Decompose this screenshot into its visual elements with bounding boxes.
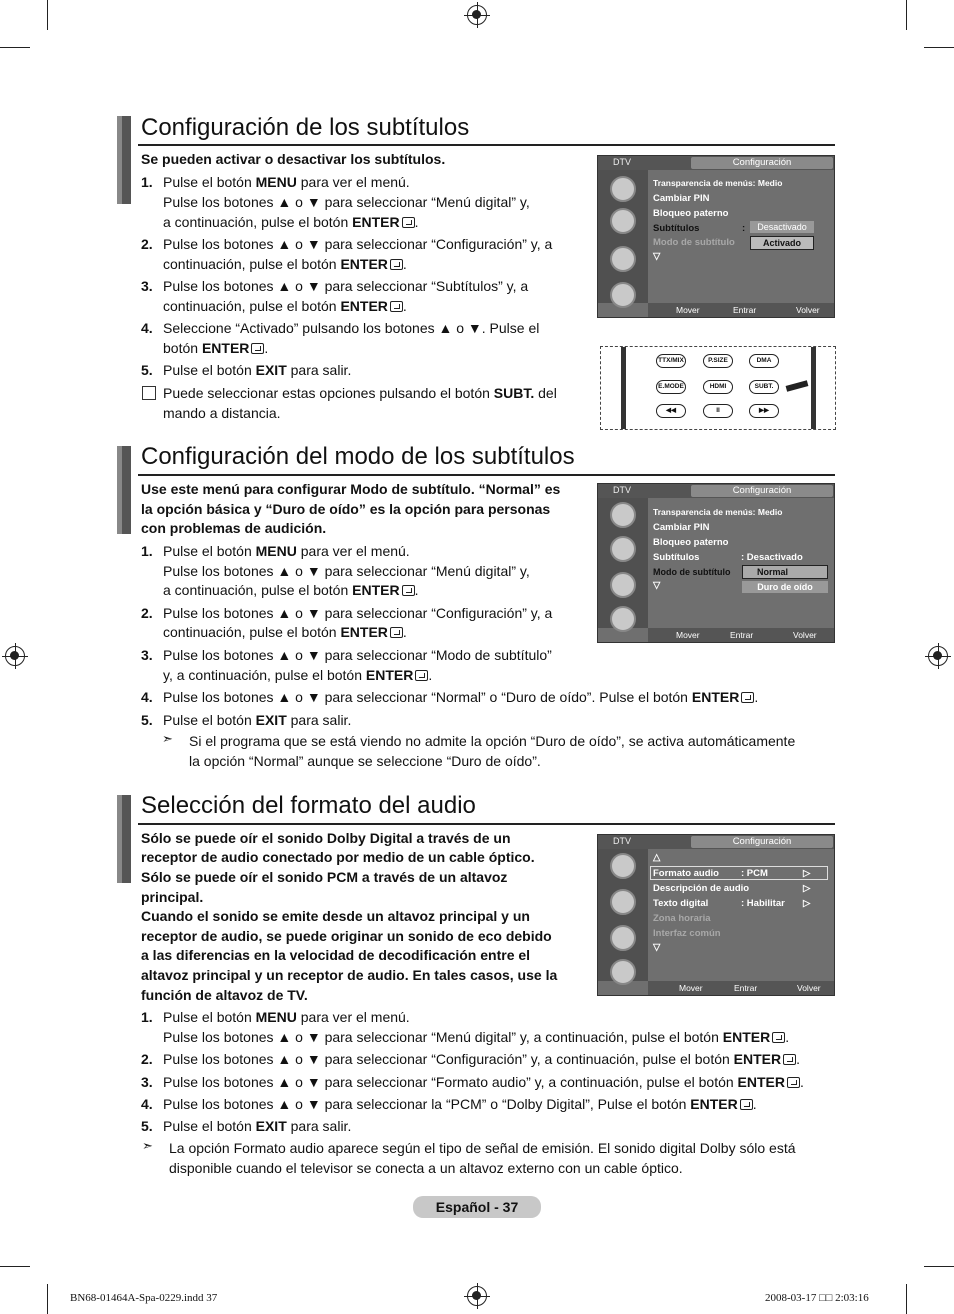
step-number: 2. (141, 605, 153, 621)
menu-sidebar (598, 849, 648, 981)
section-intro: función de altavoz de TV. (141, 987, 308, 1003)
section-intro: Use este menú para configurar Modo de subtítulo. “Normal” es (141, 481, 561, 497)
step-text: Pulse los botones ▲ o ▼ para seleccionar “Menú digital” y, (163, 563, 530, 579)
note-text: Si el programa que se está viendo no admite la opción “Duro de oído”, se activa automáticamente (189, 733, 796, 749)
step-number: 4. (141, 320, 153, 336)
remote-control-image (600, 346, 836, 430)
section-intro: Sólo se puede oír el sonido Dolby Digital a través de un (141, 830, 511, 846)
dtv-label: DTV (613, 485, 631, 495)
menu-row: Cambiar PIN (653, 522, 710, 533)
section-rule (138, 823, 835, 825)
step-text: y, a continuación, pulse el botón ENTER . (163, 667, 433, 683)
scroll-up-icon: △ (653, 852, 661, 863)
enter-icon (402, 217, 415, 228)
menu-icon (610, 176, 636, 202)
section-intro: con problemas de audición. (141, 520, 327, 536)
option-activado: Activado (750, 236, 814, 250)
enter-icon (390, 259, 403, 270)
gear-icon (610, 572, 636, 598)
registration-mark-icon (928, 646, 948, 666)
step-text: botón ENTER . (163, 340, 269, 356)
menu-icon (610, 853, 636, 879)
enter-icon (402, 585, 415, 596)
step-text: Seleccione “Activado” pulsando los botones ▲ o ▼. Pulse el (163, 320, 540, 336)
crop-mark (0, 47, 30, 48)
section-marker (117, 446, 131, 534)
option-duro-de-oido: Duro de oído (742, 581, 828, 593)
menu-icon (610, 889, 636, 915)
step-text: Pulse los botones ▲ o ▼ para seleccionar “Formato audio” y, a continuación, pulse el botón ENTER . (163, 1074, 804, 1090)
menu-row: Bloqueo paterno (653, 208, 729, 219)
section-intro: la opción básica y “Duro de oído” es la opción para personas (141, 501, 551, 517)
remote-button: DMA (749, 354, 779, 368)
gear-icon (610, 925, 636, 951)
remote-button: HDMI (703, 380, 733, 394)
registration-mark-icon (5, 646, 25, 666)
step-number: 1. (141, 174, 153, 190)
step-text: Pulse el botón MENU para ver el menú. (163, 174, 410, 190)
section-intro: Cuando el sonido se emite desde un altavoz principal y un (141, 908, 530, 924)
dtv-label: DTV (613, 157, 631, 167)
menu-sidebar (598, 498, 648, 628)
section-intro: Se pueden activar o desactivar los subtítulos. (141, 151, 446, 167)
step-number: 5. (141, 362, 153, 378)
menu-icon (610, 502, 636, 528)
menu-row: Subtítulos (653, 552, 700, 563)
crop-mark (0, 1266, 30, 1267)
step-text: Pulse el botón EXIT para salir. (163, 712, 352, 728)
menu-row: Interfaz común (653, 928, 721, 939)
hand-note-icon (142, 386, 156, 400)
section-title: Selección del formato del audio (141, 792, 476, 819)
step-number: 3. (141, 1074, 153, 1090)
option-desactivado: Desactivado (750, 221, 814, 233)
menu-icon (610, 282, 636, 308)
menu-row: Formato audio (653, 868, 719, 879)
section-intro: altavoz principal y un receptor de audio. En tales casos, use la (141, 967, 558, 983)
footer-date: 2008-03-17 □□ 2:03:16 (765, 1292, 869, 1304)
step-number: 4. (141, 1096, 153, 1112)
section-marker (117, 795, 131, 883)
step-text: Pulse los botones ▲ o ▼ para seleccionar la “PCM” o “Dolby Digital”, Pulse el botón ENTER . (163, 1096, 757, 1112)
step-number: 2. (141, 1051, 153, 1067)
menu-row: Transparencia de menús: Medio (653, 178, 783, 188)
menu-row: Cambiar PIN (653, 193, 710, 204)
note-text: mando a distancia. (163, 405, 281, 421)
section-intro: receptor de audio conectado por medio de un cable óptico. (141, 849, 535, 865)
crop-mark (47, 0, 48, 30)
section-intro: principal. (141, 889, 204, 905)
note-arrow-icon: ➣ (162, 731, 173, 746)
menu-icon (610, 536, 636, 562)
menu-row-value: : PCM (741, 868, 768, 879)
step-text: Pulse el botón EXIT para salir. (163, 1118, 352, 1134)
menu-row: Descripción de audio (653, 883, 750, 894)
crop-mark (906, 1284, 907, 1314)
crop-mark (924, 47, 954, 48)
scroll-down-icon: ▽ (653, 942, 661, 953)
step-number: 4. (141, 689, 153, 705)
page-number-badge: Español - 37 (413, 1196, 541, 1218)
step-text: Pulse los botones ▲ o ▼ para seleccionar “Modo de subtítulo” (163, 647, 552, 663)
step-text: Pulse el botón EXIT para salir. (163, 362, 352, 378)
step-text: Pulse los botones ▲ o ▼ para seleccionar “Normal” o “Duro de oído”. Pulse el botón ENTER . (163, 689, 759, 705)
section-intro: Sólo se puede oír el sonido PCM a través de un altavoz (141, 869, 508, 885)
enter-icon (741, 692, 754, 703)
section-intro: receptor de audio, se puede originar un sonido de eco debido (141, 928, 552, 944)
menu-row-colon: : (742, 223, 746, 234)
menu-row: Transparencia de menús: Medio (653, 507, 783, 517)
enter-icon (772, 1032, 785, 1043)
step-number: 1. (141, 543, 153, 559)
registration-mark-icon (467, 1286, 487, 1306)
subt-button: SUBT. (749, 380, 779, 394)
step-text: Pulse los botones ▲ o ▼ para seleccionar “Configuración” y, a (163, 236, 553, 252)
menu-icon (610, 606, 636, 632)
step-number: 1. (141, 1009, 153, 1025)
step-number: 5. (141, 1118, 153, 1134)
menu-title: Configuración (691, 485, 833, 497)
step-text: Pulse los botones ▲ o ▼ para seleccionar “Configuración” y, a continuación, pulse el botón ENTER . (163, 1051, 801, 1067)
enter-icon (740, 1099, 753, 1110)
menu-row: Subtítulos (653, 223, 700, 234)
scroll-down-icon: ▽ (653, 251, 661, 262)
crop-mark (906, 0, 907, 30)
step-text: continuación, pulse el botón ENTER . (163, 624, 407, 640)
chevron-right-icon: ▷ (803, 868, 811, 879)
step-text: a continuación, pulse el botón ENTER . (163, 214, 419, 230)
menu-title: Configuración (691, 836, 833, 848)
menu-row: Zona horaria (653, 913, 711, 924)
option-normal: Normal (742, 565, 828, 579)
enter-icon (415, 670, 428, 681)
step-text: Pulse los botones ▲ o ▼ para seleccionar “Menú digital” y, a continuación, pulse el botón ENTER . (163, 1029, 790, 1045)
menu-row: Modo de subtítulo (653, 567, 731, 577)
note-text: la opción “Normal” aunque se seleccione “Duro de oído”. (189, 753, 541, 769)
pause-button: II (703, 404, 733, 418)
menu-title: Configuración (691, 157, 833, 169)
step-number: 3. (141, 647, 153, 663)
remote-button: P.SIZE (703, 354, 733, 368)
menu-row: Texto digital (653, 898, 709, 909)
chevron-right-icon: ▷ (803, 898, 811, 909)
menu-sidebar (598, 170, 648, 303)
section-intro: a las diferencias en la velocidad de decodificación entre el (141, 947, 531, 963)
menu-row-value: : Habilitar (741, 898, 785, 909)
section-title: Configuración del modo de los subtítulos (141, 443, 575, 470)
remote-button: E.MODE (656, 380, 686, 394)
menu-icon (610, 208, 636, 234)
step-text: Pulse el botón MENU para ver el menú. (163, 543, 410, 559)
menu-footer: Mover Entrar Volver (648, 981, 834, 995)
rewind-button: ◀◀ (656, 404, 686, 418)
enter-icon (787, 1077, 800, 1088)
section-title: Configuración de los subtítulos (141, 114, 470, 141)
step-number: 2. (141, 236, 153, 252)
forward-button: ▶▶ (749, 404, 779, 418)
dtv-label: DTV (613, 836, 631, 846)
pointer-arrow-icon (786, 380, 809, 391)
remote-button: TTX/MIX (656, 354, 686, 368)
menu-footer: Mover Entrar Volver (648, 303, 834, 317)
step-text: Pulse el botón MENU para ver el menú. (163, 1009, 410, 1025)
menu-row-value: : Desactivado (741, 552, 803, 563)
scroll-down-icon: ▽ (653, 580, 661, 591)
section-marker (117, 116, 131, 204)
chevron-right-icon: ▷ (803, 883, 811, 894)
step-number: 5. (141, 712, 153, 728)
tv-menu-screen (597, 483, 835, 643)
enter-icon (783, 1054, 796, 1065)
note-text: disponible cuando el televisor se conecta a un altavoz externo con un cable óptico. (169, 1160, 683, 1176)
tv-menu-screen (597, 834, 835, 996)
menu-icon (610, 959, 636, 985)
enter-icon (390, 627, 403, 638)
enter-icon (390, 301, 403, 312)
crop-mark (924, 1266, 954, 1267)
tv-menu-screen (597, 155, 835, 318)
step-text: continuación, pulse el botón ENTER . (163, 256, 407, 272)
menu-footer: Mover Entrar Volver (648, 628, 834, 642)
registration-mark-icon (467, 5, 487, 25)
note-arrow-icon: ➣ (142, 1138, 153, 1153)
note-text: La opción Formato audio aparece según el tipo de señal de emisión. El sonido digital Dolby sólo está (169, 1140, 796, 1156)
section-rule (138, 474, 835, 476)
step-text: Pulse los botones ▲ o ▼ para seleccionar “Subtítulos” y, a (163, 278, 529, 294)
step-number: 3. (141, 278, 153, 294)
footer-file: BN68-01464A-Spa-0229.indd 37 (70, 1292, 218, 1304)
step-text: Pulse los botones ▲ o ▼ para seleccionar “Configuración” y, a (163, 605, 553, 621)
menu-row: Modo de subtítulo (653, 237, 735, 248)
step-text: Pulse los botones ▲ o ▼ para seleccionar “Menú digital” y, (163, 194, 530, 210)
section-rule (138, 144, 835, 146)
menu-row: Bloqueo paterno (653, 537, 729, 548)
step-text: continuación, pulse el botón ENTER . (163, 298, 407, 314)
enter-icon (251, 343, 264, 354)
crop-mark (47, 1284, 48, 1314)
step-text: a continuación, pulse el botón ENTER . (163, 582, 419, 598)
gear-icon (610, 246, 636, 272)
note-text: Puede seleccionar estas opciones pulsando el botón SUBT. del (163, 385, 557, 401)
